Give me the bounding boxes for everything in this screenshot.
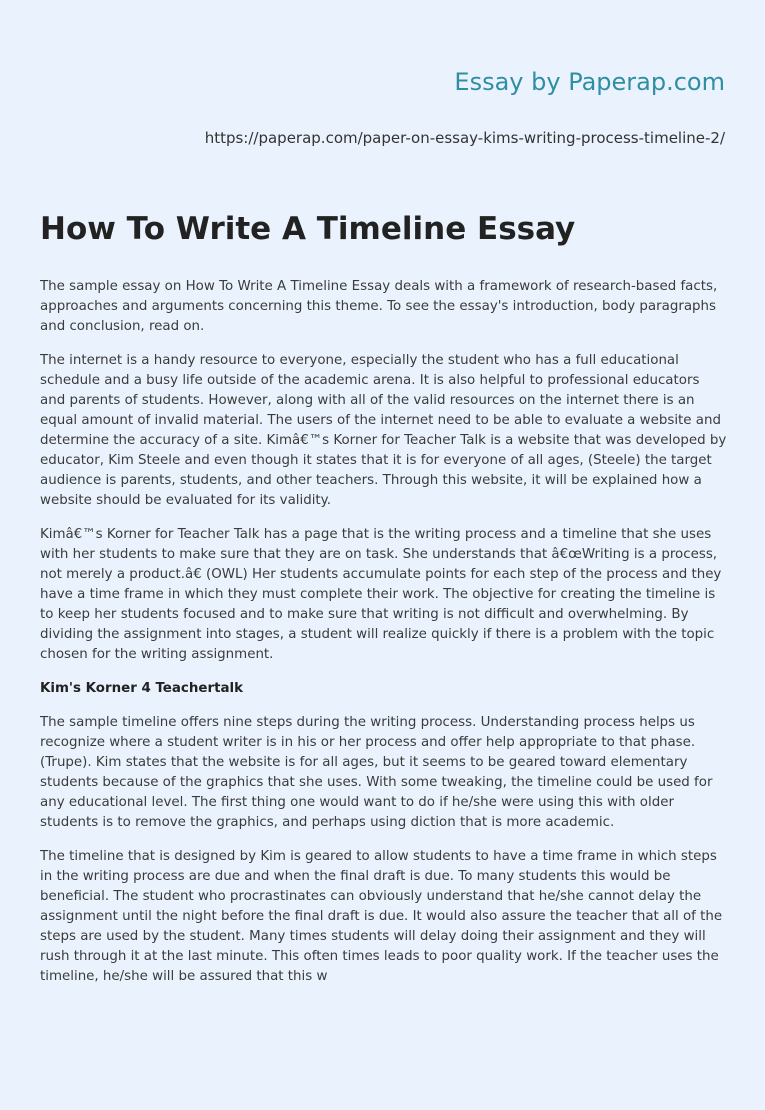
section-subheading: Kim's Korner 4 Teachertalk xyxy=(40,681,244,696)
intro-paragraph: The sample essay on How To Write A Timeline Essay deals with a framework of research-based facts, approaches and arguments concerning this theme. To see the essay's introduction, body paragraphs and conclusion, read on. xyxy=(40,279,718,334)
body-paragraph-1: The internet is a handy resource to everyone, especially the student who has a full educational schedule and a busy life outside of the academic arena. It is also helpful to professional educators and parents of students. However, along with all of the valid resources on the internet there is an equal amount of invalid material. The users of the internet need to be able to evaluate a website and determine the accuracy of a site. Kimâ€™s Korner for Teacher Talk is a website that was developed by educator, Kim Steele and even though it states that it is for everyone of all ages, (Steele) the target audience is parents, students, and other teachers. Through this website, it will be explained how a website should be evaluated for its validity. xyxy=(40,353,727,508)
body-paragraph-4: The timeline that is designed by Kim is geared to allow students to have a time frame in which steps in the writing process are due and when the final draft is due. To many students this would be beneficial. The student who procrastinates can obviously understand that he/she cannot delay the assignment until the night before the final draft is due. It would also assure the teacher that all of the steps are used by the student. Many times students will delay doing their assignment and they will rush through it at the last minute. This often times leads to poor quality work. If the teacher uses the timeline, he/she will be assured that this w xyxy=(40,849,723,984)
body-paragraph-3: The sample timeline offers nine steps during the writing process. Understanding process helps us recognize where a student writer is in his or her process and offer help appropriate to that phase. (Trupe). Kim states that the website is for all ages, but it seems to be geared toward elementary students because of the graphics that she uses. With some tweaking, the timeline could be used for any educational level. The first thing one would want to do if he/she were using this with older students is to remove the graphics, and perhaps using diction that is more academic. xyxy=(40,715,713,830)
essay-title: How To Write A Timeline Essay xyxy=(40,211,576,247)
site-brand-link[interactable]: Essay by Paperap.com xyxy=(454,68,725,96)
source-url-link[interactable]: https://paperap.com/paper-on-essay-kims-writing-process-timeline-2/ xyxy=(204,129,725,147)
essay-body xyxy=(40,277,728,1001)
body-paragraph-2: Kimâ€™s Korner for Teacher Talk has a page that is the writing process and a timeline that she uses with her students to make sure that they are on task. She understands that â€œWriting is a process, not merely a product.â€ (OWL) Her students accumulate points for each step of the process and they have a time frame in which they must complete their work. The objective for creating the timeline is to keep her students focused and to make sure that writing is not difficult and overwhelming. By dividing the assignment into stages, a student will realize quickly if there is a problem with the topic chosen for the writing assignment. xyxy=(40,527,722,662)
